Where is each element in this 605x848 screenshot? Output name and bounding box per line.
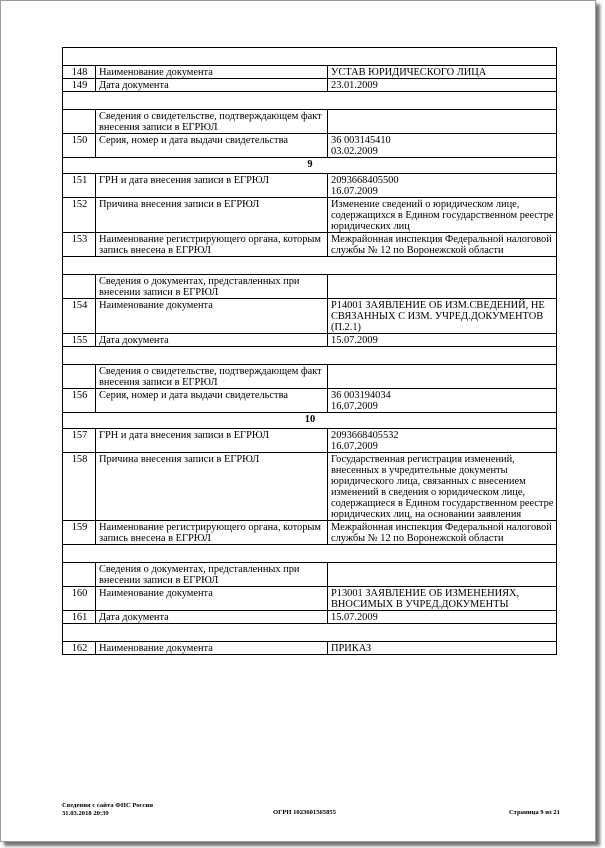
table-row <box>63 611 557 624</box>
footer-datetime: 31.03.2018 20:39 <box>62 810 109 817</box>
field-value <box>328 521 557 545</box>
group-header: Сведения о документах, представленных при внесении записи в ЕГРЮЛ <box>96 275 328 299</box>
group-header: Сведения о документах, представленных при внесении записи в ЕГРЮЛ <box>96 563 328 587</box>
row-number: 156 <box>63 389 96 413</box>
row-number: 158 <box>63 453 96 521</box>
row-number: 162 <box>63 642 96 655</box>
value-line: Р13001 ЗАЯВЛЕНИЕ ОБ ИЗМЕНЕНИЯХ, ВНОСИМЫХ В УЧРЕД.ДОКУМЕНТЫ <box>331 588 520 610</box>
table-row <box>63 233 557 257</box>
group-header-row <box>63 275 557 299</box>
field-label: Наименование документа <box>96 66 328 79</box>
field-value <box>328 453 557 521</box>
value-line: 16.07.2009 <box>331 401 378 412</box>
row-number: 149 <box>63 79 96 92</box>
group-header-row <box>63 110 557 134</box>
field-label: Серия, номер и дата выдачи свидетельства <box>96 389 328 413</box>
row-number: 152 <box>63 198 96 233</box>
value-line: 16.07.2009 <box>331 186 378 197</box>
row-number: 153 <box>63 233 96 257</box>
row-number: 148 <box>63 66 96 79</box>
value-line: Изменение сведений о юридическом лице, содержащихся в Едином государственном реестре юридических лиц <box>331 199 554 232</box>
table-row <box>63 453 557 521</box>
row-number: 155 <box>63 334 96 347</box>
table-row <box>63 66 557 79</box>
spacer-row <box>63 347 557 365</box>
row-number: 161 <box>63 611 96 624</box>
value-line: Р14001 ЗАЯВЛЕНИЕ ОБ ИЗМ.СВЕДЕНИЙ, НЕ СВЯЗАННЫХ С ИЗМ. УЧРЕД.ДОКУМЕНТОВ (П.2.1) <box>331 300 545 333</box>
field-label: Серия, номер и дата выдачи свидетельства <box>96 134 328 158</box>
table-row <box>63 587 557 611</box>
row-number: 151 <box>63 174 96 198</box>
table-row <box>63 299 557 334</box>
group-header-row <box>63 365 557 389</box>
spacer-row <box>63 624 557 642</box>
footer-source-text: Сведения с сайта ФНС России <box>62 802 153 809</box>
table-row <box>63 429 557 453</box>
field-value <box>328 334 557 347</box>
table-row <box>63 642 557 655</box>
field-value <box>328 642 557 655</box>
field-label: ГРН и дата внесения записи в ЕГРЮЛ <box>96 174 328 198</box>
value-line: 36 003145410 <box>331 135 391 146</box>
value-line: 2093668405532 <box>331 430 399 441</box>
table-row <box>63 334 557 347</box>
field-label: Причина внесения записи в ЕГРЮЛ <box>96 453 328 521</box>
row-number: 154 <box>63 299 96 334</box>
table-row <box>63 134 557 158</box>
field-label: Причина внесения записи в ЕГРЮЛ <box>96 198 328 233</box>
footer-source <box>62 802 153 818</box>
value-line: 36 003194034 <box>331 390 391 401</box>
table-row <box>63 79 557 92</box>
field-label: Наименование документа <box>96 587 328 611</box>
value-line: Межрайонная инспекция Федеральной налоговой службы № 12 по Воронежской области <box>331 522 552 544</box>
table-row <box>63 521 557 545</box>
table-row <box>63 198 557 233</box>
table-row <box>63 389 557 413</box>
footer-page-number: Страница 9 из 21 <box>509 809 560 816</box>
value-line: 2093668405500 <box>331 175 399 186</box>
field-label: Наименование регистрирующего органа, которым запись внесена в ЕГРЮЛ <box>96 233 328 257</box>
group-header: Сведения о свидетельстве, подтверждающем факт внесения записи в ЕГРЮЛ <box>96 365 328 389</box>
row-number: 160 <box>63 587 96 611</box>
field-label: ГРН и дата внесения записи в ЕГРЮЛ <box>96 429 328 453</box>
table-row <box>63 174 557 198</box>
field-value <box>328 233 557 257</box>
field-value <box>328 389 557 413</box>
value-line: ПРИКАЗ <box>331 643 372 654</box>
egrul-register-table <box>62 47 557 655</box>
section-row <box>63 413 557 429</box>
value-line: 03.02.2009 <box>331 146 378 157</box>
field-value <box>328 611 557 624</box>
spacer-row <box>63 545 557 563</box>
field-label: Дата документа <box>96 79 328 92</box>
field-label: Дата документа <box>96 611 328 624</box>
group-header: Сведения о свидетельстве, подтверждающем факт внесения записи в ЕГРЮЛ <box>96 110 328 134</box>
field-value <box>328 174 557 198</box>
value-line: Межрайонная инспекция Федеральной налоговой службы № 12 по Воронежской области <box>331 234 552 256</box>
section-row <box>63 158 557 174</box>
section-number: 10 <box>63 413 557 429</box>
row-number: 157 <box>63 429 96 453</box>
field-value <box>328 134 557 158</box>
field-value <box>328 66 557 79</box>
spacer-row <box>63 48 557 66</box>
value-line: 16.07.2009 <box>331 441 378 452</box>
field-value <box>328 429 557 453</box>
footer-ogrn: ОГРН 1023601565855 <box>273 809 336 816</box>
field-label: Наименование документа <box>96 299 328 334</box>
value-line: 15.07.2009 <box>331 335 378 346</box>
row-number: 150 <box>63 134 96 158</box>
field-value <box>328 79 557 92</box>
field-label: Дата документа <box>96 334 328 347</box>
value-line: 15.07.2009 <box>331 612 378 623</box>
field-label: Наименование документа <box>96 642 328 655</box>
field-value <box>328 587 557 611</box>
field-label: Наименование регистрирующего органа, которым запись внесена в ЕГРЮЛ <box>96 521 328 545</box>
value-line: УСТАВ ЮРИДИЧЕСКОГО ЛИЦА <box>331 67 487 78</box>
field-value <box>328 299 557 334</box>
group-header-row <box>63 563 557 587</box>
section-number: 9 <box>63 158 557 174</box>
value-line: 23.01.2009 <box>331 80 378 91</box>
value-line: Государственная регистрация изменений, внесенных в учредительные документы юридического лица, связанных с внесением изменений в сведения о юридическом лице, содержащиеся в Едином государственном реестре юридических лиц, на основании заявления <box>331 454 554 520</box>
row-number: 159 <box>63 521 96 545</box>
field-value <box>328 198 557 233</box>
spacer-row <box>63 257 557 275</box>
spacer-row <box>63 92 557 110</box>
